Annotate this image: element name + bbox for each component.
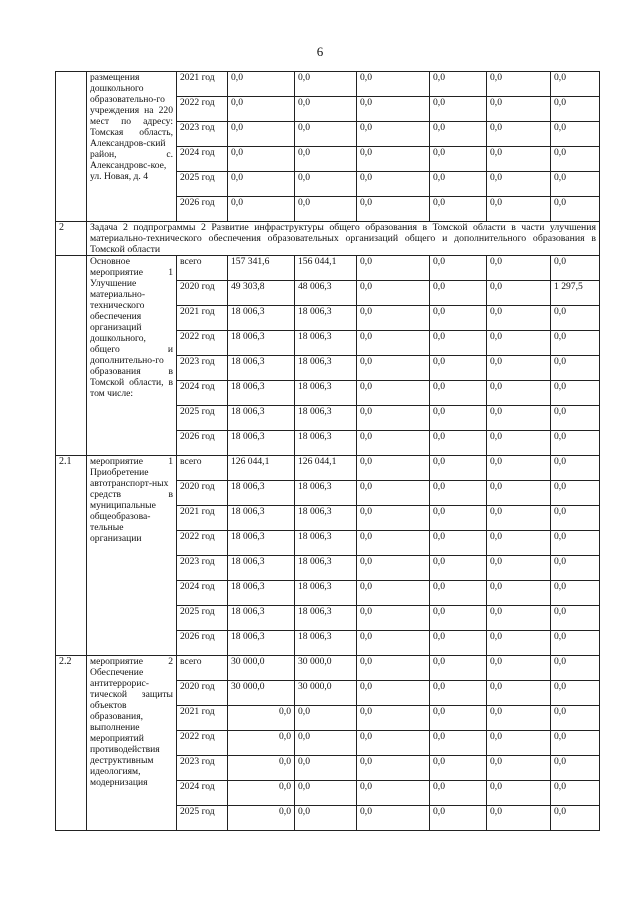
amount-cell: 0,0 <box>551 481 600 506</box>
amount-cell: 0,0 <box>357 281 430 306</box>
amount-cell: 0,0 <box>430 481 487 506</box>
amount-cell: 0,0 <box>551 331 600 356</box>
amount-cell: 0,0 <box>551 656 600 681</box>
amount-cell: 0,0 <box>551 531 600 556</box>
task-row <box>56 222 600 256</box>
period-cell: 2024 год <box>177 581 228 606</box>
amount-cell: 0,0 <box>551 172 600 197</box>
row-description: мероприятие 1 Приобретение автотранспорт-ных средств в муниципальные общеобразова-тельные организации <box>87 456 177 656</box>
amount-cell: 18 006,3 <box>228 356 295 381</box>
amount-cell: 0,0 <box>551 147 600 172</box>
row-description: мероприятие 2 Обеспечение антитеррорис-тической защиты объектов образования, выполнение мероприятий противодействия деструктивным идеологиям, модернизация <box>87 656 177 831</box>
amount-cell: 18 006,3 <box>228 581 295 606</box>
amount-cell: 0,0 <box>357 781 430 806</box>
amount-cell: 0,0 <box>430 381 487 406</box>
period-cell: всего <box>177 456 228 481</box>
amount-cell: 18 006,3 <box>228 331 295 356</box>
amount-cell: 0,0 <box>228 781 295 806</box>
period-cell: 2022 год <box>177 531 228 556</box>
amount-cell: 0,0 <box>430 406 487 431</box>
amount-cell: 0,0 <box>357 256 430 281</box>
amount-cell: 30 000,0 <box>228 681 295 706</box>
row-number <box>56 256 87 456</box>
row-description: размещения дошкольного образовательно-го учреждения на 220 мест по адресу: Томская область, Александров-ский район, с. Александровс-кое, ул. Новая, д. 4 <box>87 72 177 222</box>
amount-cell: 18 006,3 <box>228 531 295 556</box>
amount-cell: 0,0 <box>295 781 357 806</box>
amount-cell: 0,0 <box>487 631 551 656</box>
amount-cell: 0,0 <box>228 122 295 147</box>
amount-cell: 18 006,3 <box>228 606 295 631</box>
amount-cell: 18 006,3 <box>228 381 295 406</box>
amount-cell: 0,0 <box>228 806 295 831</box>
period-cell: 2021 год <box>177 506 228 531</box>
period-cell: 2020 год <box>177 481 228 506</box>
period-cell: 2023 год <box>177 556 228 581</box>
amount-cell: 0,0 <box>295 706 357 731</box>
period-cell: 2023 год <box>177 356 228 381</box>
amount-cell: 0,0 <box>295 147 357 172</box>
amount-cell: 0,0 <box>487 431 551 456</box>
period-cell: 2025 год <box>177 806 228 831</box>
amount-cell: 0,0 <box>551 706 600 731</box>
page-number: 6 <box>316 44 324 59</box>
amount-cell: 0,0 <box>228 756 295 781</box>
amount-cell: 0,0 <box>487 756 551 781</box>
task-title: Задача 2 подпрограммы 2 Развитие инфраструктуры общего образования в Томской области в части улучшения материально-технического обеспечения образовательных организаций общего и дополнительного образования в Томской области <box>87 222 600 256</box>
amount-cell: 0,0 <box>551 781 600 806</box>
amount-cell: 18 006,3 <box>295 531 357 556</box>
amount-cell: 0,0 <box>551 381 600 406</box>
amount-cell: 0,0 <box>487 306 551 331</box>
period-cell: 2024 год <box>177 147 228 172</box>
period-cell: 2020 год <box>177 281 228 306</box>
amount-cell: 0,0 <box>430 72 487 97</box>
period-cell: 2024 год <box>177 781 228 806</box>
period-cell: 2024 год <box>177 381 228 406</box>
amount-cell: 0,0 <box>430 122 487 147</box>
amount-cell: 30 000,0 <box>228 656 295 681</box>
amount-cell: 126 044,1 <box>228 456 295 481</box>
amount-cell: 18 006,3 <box>295 331 357 356</box>
amount-cell: 0,0 <box>357 406 430 431</box>
amount-cell: 0,0 <box>430 506 487 531</box>
amount-cell: 0,0 <box>551 306 600 331</box>
amount-cell: 0,0 <box>487 656 551 681</box>
amount-cell: 0,0 <box>357 331 430 356</box>
amount-cell: 0,0 <box>487 256 551 281</box>
amount-cell: 49 303,8 <box>228 281 295 306</box>
amount-cell: 0,0 <box>551 756 600 781</box>
amount-cell: 30 000,0 <box>295 656 357 681</box>
amount-cell: 0,0 <box>487 506 551 531</box>
amount-cell: 126 044,1 <box>295 456 357 481</box>
amount-cell: 0,0 <box>551 681 600 706</box>
amount-cell: 0,0 <box>357 656 430 681</box>
table-row <box>56 456 600 481</box>
amount-cell: 0,0 <box>487 72 551 97</box>
amount-cell: 0,0 <box>487 456 551 481</box>
amount-cell: 0,0 <box>295 731 357 756</box>
amount-cell: 0,0 <box>487 172 551 197</box>
table-row <box>56 256 600 281</box>
table-row <box>56 72 600 97</box>
amount-cell: 0,0 <box>357 806 430 831</box>
amount-cell: 0,0 <box>430 256 487 281</box>
row-number: 2.1 <box>56 456 87 656</box>
amount-cell: 0,0 <box>551 606 600 631</box>
period-cell: 2021 год <box>177 306 228 331</box>
amount-cell: 0,0 <box>430 631 487 656</box>
amount-cell: 0,0 <box>551 456 600 481</box>
period-cell: 2026 год <box>177 197 228 222</box>
amount-cell: 0,0 <box>357 97 430 122</box>
amount-cell: 0,0 <box>430 97 487 122</box>
amount-cell: 0,0 <box>228 97 295 122</box>
amount-cell: 0,0 <box>357 456 430 481</box>
amount-cell: 0,0 <box>551 256 600 281</box>
budget-table <box>55 71 600 831</box>
period-cell: 2020 год <box>177 681 228 706</box>
amount-cell: 0,0 <box>487 381 551 406</box>
amount-cell: 156 044,1 <box>295 256 357 281</box>
amount-cell: 0,0 <box>357 172 430 197</box>
amount-cell: 0,0 <box>551 406 600 431</box>
amount-cell: 0,0 <box>228 197 295 222</box>
row-number <box>56 72 87 222</box>
amount-cell: 0,0 <box>551 97 600 122</box>
amount-cell: 0,0 <box>487 706 551 731</box>
amount-cell: 0,0 <box>551 731 600 756</box>
amount-cell: 0,0 <box>487 197 551 222</box>
amount-cell: 0,0 <box>551 431 600 456</box>
amount-cell: 1 297,5 <box>551 281 600 306</box>
amount-cell: 0,0 <box>487 331 551 356</box>
amount-cell: 0,0 <box>487 281 551 306</box>
amount-cell: 0,0 <box>357 681 430 706</box>
amount-cell: 0,0 <box>295 756 357 781</box>
amount-cell: 18 006,3 <box>295 306 357 331</box>
amount-cell: 0,0 <box>487 481 551 506</box>
amount-cell: 18 006,3 <box>295 606 357 631</box>
amount-cell: 0,0 <box>487 147 551 172</box>
amount-cell: 0,0 <box>357 197 430 222</box>
amount-cell: 0,0 <box>430 431 487 456</box>
amount-cell: 0,0 <box>357 731 430 756</box>
amount-cell: 30 000,0 <box>295 681 357 706</box>
amount-cell: 0,0 <box>551 72 600 97</box>
amount-cell: 0,0 <box>430 681 487 706</box>
period-cell: 2026 год <box>177 631 228 656</box>
period-cell: 2023 год <box>177 756 228 781</box>
amount-cell: 18 006,3 <box>295 431 357 456</box>
amount-cell: 18 006,3 <box>295 381 357 406</box>
amount-cell: 0,0 <box>551 581 600 606</box>
amount-cell: 18 006,3 <box>228 306 295 331</box>
amount-cell: 0,0 <box>430 806 487 831</box>
amount-cell: 0,0 <box>228 731 295 756</box>
amount-cell: 0,0 <box>295 806 357 831</box>
amount-cell: 0,0 <box>487 606 551 631</box>
amount-cell: 18 006,3 <box>295 506 357 531</box>
amount-cell: 0,0 <box>487 731 551 756</box>
amount-cell: 0,0 <box>551 506 600 531</box>
amount-cell: 18 006,3 <box>228 631 295 656</box>
period-cell: 2022 год <box>177 731 228 756</box>
amount-cell: 18 006,3 <box>295 481 357 506</box>
amount-cell: 0,0 <box>487 581 551 606</box>
amount-cell: 0,0 <box>551 197 600 222</box>
amount-cell: 0,0 <box>295 97 357 122</box>
period-cell: 2023 год <box>177 122 228 147</box>
amount-cell: 0,0 <box>430 306 487 331</box>
amount-cell: 0,0 <box>430 456 487 481</box>
amount-cell: 0,0 <box>357 122 430 147</box>
amount-cell: 0,0 <box>430 756 487 781</box>
amount-cell: 0,0 <box>357 306 430 331</box>
amount-cell: 0,0 <box>357 606 430 631</box>
amount-cell: 0,0 <box>487 97 551 122</box>
period-cell: 2021 год <box>177 706 228 731</box>
amount-cell: 18 006,3 <box>228 406 295 431</box>
amount-cell: 0,0 <box>551 556 600 581</box>
amount-cell: 0,0 <box>430 606 487 631</box>
amount-cell: 0,0 <box>487 406 551 431</box>
amount-cell: 0,0 <box>357 72 430 97</box>
amount-cell: 18 006,3 <box>295 556 357 581</box>
amount-cell: 0,0 <box>357 706 430 731</box>
period-cell: 2021 год <box>177 72 228 97</box>
amount-cell: 0,0 <box>487 356 551 381</box>
amount-cell: 0,0 <box>228 147 295 172</box>
amount-cell: 0,0 <box>357 381 430 406</box>
row-number: 2.2 <box>56 656 87 831</box>
amount-cell: 18 006,3 <box>228 431 295 456</box>
task-number: 2 <box>56 222 87 256</box>
amount-cell: 0,0 <box>430 581 487 606</box>
amount-cell: 0,0 <box>430 356 487 381</box>
period-cell: всего <box>177 656 228 681</box>
amount-cell: 0,0 <box>487 556 551 581</box>
amount-cell: 0,0 <box>487 806 551 831</box>
amount-cell: 48 006,3 <box>295 281 357 306</box>
amount-cell: 0,0 <box>430 281 487 306</box>
amount-cell: 0,0 <box>430 172 487 197</box>
amount-cell: 18 006,3 <box>228 556 295 581</box>
period-cell: 2025 год <box>177 172 228 197</box>
amount-cell: 0,0 <box>430 197 487 222</box>
amount-cell: 0,0 <box>430 731 487 756</box>
amount-cell: 0,0 <box>357 147 430 172</box>
amount-cell: 0,0 <box>357 431 430 456</box>
amount-cell: 0,0 <box>551 806 600 831</box>
amount-cell: 0,0 <box>228 72 295 97</box>
amount-cell: 0,0 <box>551 122 600 147</box>
amount-cell: 0,0 <box>228 172 295 197</box>
amount-cell: 18 006,3 <box>228 481 295 506</box>
amount-cell: 18 006,3 <box>295 581 357 606</box>
amount-cell: 0,0 <box>295 72 357 97</box>
amount-cell: 0,0 <box>295 197 357 222</box>
amount-cell: 0,0 <box>357 481 430 506</box>
amount-cell: 0,0 <box>430 656 487 681</box>
period-cell: 2025 год <box>177 606 228 631</box>
amount-cell: 18 006,3 <box>295 356 357 381</box>
amount-cell: 0,0 <box>295 172 357 197</box>
amount-cell: 0,0 <box>430 531 487 556</box>
amount-cell: 0,0 <box>357 756 430 781</box>
amount-cell: 0,0 <box>357 506 430 531</box>
amount-cell: 18 006,3 <box>295 631 357 656</box>
row-description: Основное мероприятие 1 Улучшение материально-технического обеспечения организаций дошкольного, общего и дополнительно-го образования в Томской области, в том числе: <box>87 256 177 456</box>
amount-cell: 0,0 <box>295 122 357 147</box>
amount-cell: 18 006,3 <box>295 406 357 431</box>
amount-cell: 0,0 <box>487 681 551 706</box>
amount-cell: 18 006,3 <box>228 506 295 531</box>
period-cell: 2026 год <box>177 431 228 456</box>
amount-cell: 0,0 <box>357 356 430 381</box>
amount-cell: 0,0 <box>430 147 487 172</box>
amount-cell: 0,0 <box>551 631 600 656</box>
amount-cell: 157 341,6 <box>228 256 295 281</box>
amount-cell: 0,0 <box>430 556 487 581</box>
period-cell: 2022 год <box>177 331 228 356</box>
period-cell: всего <box>177 256 228 281</box>
amount-cell: 0,0 <box>430 706 487 731</box>
amount-cell: 0,0 <box>551 356 600 381</box>
amount-cell: 0,0 <box>487 781 551 806</box>
amount-cell: 0,0 <box>430 781 487 806</box>
amount-cell: 0,0 <box>357 581 430 606</box>
amount-cell: 0,0 <box>487 531 551 556</box>
period-cell: 2025 год <box>177 406 228 431</box>
amount-cell: 0,0 <box>228 706 295 731</box>
table-row <box>56 656 600 681</box>
amount-cell: 0,0 <box>357 531 430 556</box>
amount-cell: 0,0 <box>487 122 551 147</box>
amount-cell: 0,0 <box>430 331 487 356</box>
period-cell: 2022 год <box>177 97 228 122</box>
amount-cell: 0,0 <box>357 556 430 581</box>
amount-cell: 0,0 <box>357 631 430 656</box>
